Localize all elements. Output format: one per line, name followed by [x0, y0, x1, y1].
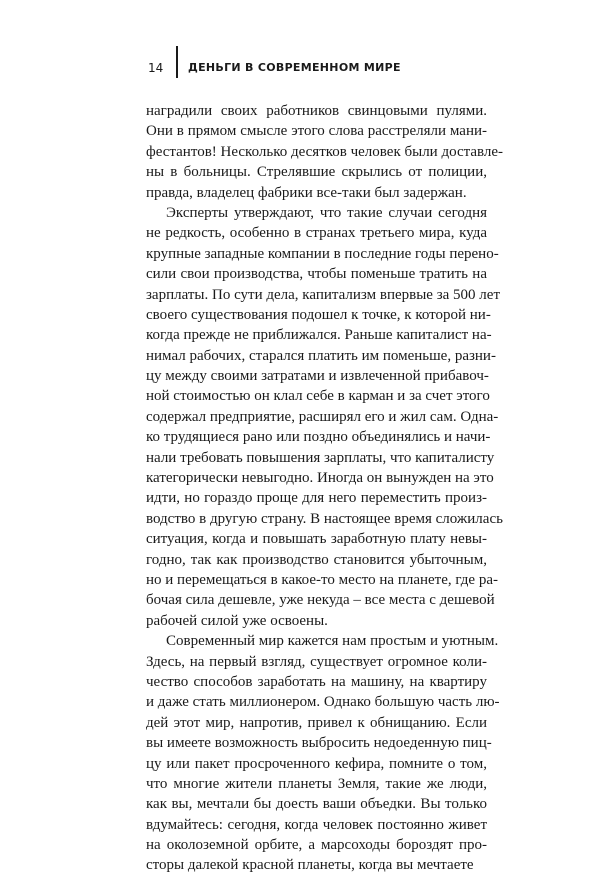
text-line: когда прежде не приближался. Раньше капиталист на-: [146, 327, 492, 344]
text-line: зарплаты. По сути дела, капитализм впервые за 500 лет: [146, 286, 500, 303]
running-header: [148, 58, 488, 78]
text-line: бочая сила дешевле, уже некуда – все места с дешевой: [146, 592, 495, 609]
text-line: на околоземной орбите, а марсоходы бороздят про-: [146, 837, 487, 854]
text-line: сили свои производства, чтобы поменьше тратить на: [146, 266, 487, 283]
text-line: цу или пакет просроченного кефира, помните о том,: [146, 755, 487, 772]
text-line: нимал рабочих, старался платить им поменьше, разни-: [146, 347, 496, 364]
body-text: [146, 101, 504, 876]
text-line: ситуация, когда и повышать заработную плату невы-: [146, 531, 487, 548]
text-line: Современный мир кажется нам простым и уютным.: [166, 633, 499, 650]
paragraph: [146, 631, 500, 876]
text-line: что многие жители планеты Земля, такие же люди,: [146, 775, 487, 792]
text-line: идти, но гораздо проще для него переместить произ-: [146, 490, 487, 507]
text-line: годно, так как производство становится убыточным,: [146, 551, 487, 568]
text-line: ко трудящиеся рано или поздно объединялись и начи-: [146, 429, 491, 446]
text-line: содержал предприятие, расширял его и жил сам. Одна-: [146, 408, 499, 425]
text-line: Здесь, на первый взгляд, существует огромное коли-: [146, 653, 487, 670]
text-line: как вы, мечтали бы доесть ваши объедки. Вы только: [146, 796, 487, 813]
running-title: ДЕНЬГИ В СОВРЕМЕННОМ МИРЕ: [188, 61, 401, 74]
text-line: сторы далекой красной планеты, когда вы мечтаете: [146, 857, 474, 874]
text-line: крупные западные компании в последние годы перено-: [146, 245, 499, 262]
text-line: дей этот мир, напротив, привел к обнищанию. Если: [146, 714, 487, 731]
text-line: категорически невыгодно. Иногда он вынужден на это: [146, 470, 494, 487]
text-line: ны в больницы. Стрелявшие скрылись от полиции,: [146, 164, 487, 181]
text-line: рабочей силой уже освоены.: [146, 612, 328, 629]
text-line: чество способов заработать на машину, на квартиру: [146, 673, 487, 690]
text-line: правда, владелец фабрики все-таки был задержан.: [146, 184, 467, 201]
paragraph: [146, 203, 503, 631]
text-line: вы имеете возможность выбросить недоеденную пиц-: [146, 735, 492, 752]
text-line: ной стоимостью он клал себе в карман и за счет этого: [146, 388, 490, 405]
text-line: наградили своих работников свинцовыми пулями.: [146, 103, 487, 119]
text-line: вдумайтесь: сегодня, когда человек постоянно живет: [146, 816, 487, 833]
text-line: и даже стать миллионером. Однако большую часть лю-: [146, 694, 500, 711]
text-line: не редкость, особенно в странах третьего мира, куда: [146, 225, 487, 242]
page-number: 14: [148, 61, 164, 75]
paragraph: [146, 101, 504, 203]
text-line: Они в прямом смысле этого слова расстреляли мани-: [146, 123, 487, 140]
header-divider: [176, 46, 178, 78]
text-line: фестантов! Несколько десятков человек были доставле-: [146, 143, 504, 160]
text-line: но и перемещаться в какое-то место на планете, где ра-: [146, 571, 498, 588]
text-line: цу между своими затратами и извлеченной прибавоч-: [146, 368, 489, 385]
text-line: своего существования подошел к точке, к которой ни-: [146, 306, 491, 323]
text-line: нали требовать повышения зарплаты, что капиталисту: [146, 449, 495, 466]
text-line: водство в другую страну. В настоящее время сложилась: [146, 510, 503, 527]
text-line: Эксперты утверждают, что такие случаи сегодня: [166, 204, 487, 221]
